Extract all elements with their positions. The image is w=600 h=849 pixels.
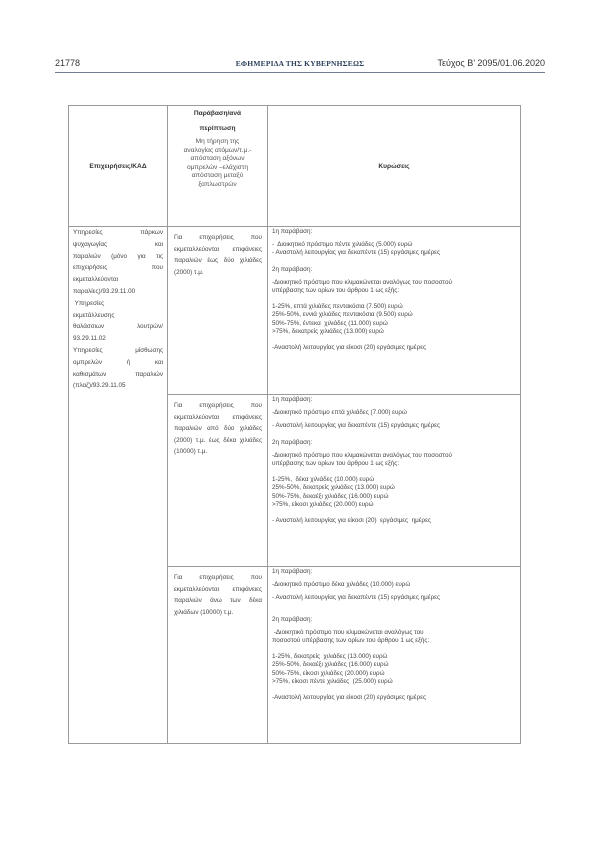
business-line: Υπηρεσίες πάρκων — [73, 229, 163, 236]
business-line: καθισμάτων παραλιών — [73, 370, 163, 378]
business-line: παραλίες)/93.29.11.00 — [73, 287, 136, 295]
page-number: 21778 — [55, 58, 81, 68]
desc-line: αναλογίας ατόμων/τ.μ.- — [183, 146, 252, 154]
desc-line: απόσταση μεταξύ — [191, 172, 244, 180]
header-violation-desc — [168, 138, 267, 190]
issue-reference: Τεύχος Β’ 2095/01.06.2020 — [437, 58, 545, 68]
header-violation-title-1: Παράβαση/ανά — [193, 110, 242, 117]
second-fine-intro: ποσοστού υπέρβασης των ορίων του άρθρου 1 ως εξής: — [272, 637, 430, 645]
fine-tier: 50%-75%, είκοσι χιλιάδες (20.000) ευρώ — [272, 669, 385, 677]
businesses-cell — [69, 227, 168, 744]
second-fine-intro: υπέρβασης των ορίων του άρθρου 1 ως εξής: — [272, 460, 400, 468]
business-line: Υπηρεσίες μίσθωσης — [73, 346, 163, 354]
fine-tier: >75%, είκοσι πέντε χιλιάδες (25.000) ευρώ — [272, 677, 393, 685]
second-fine-intro: -Διοικητικό πρόστιμο που κλιμακώνεται αναλόγως του ποσοστού — [272, 451, 452, 459]
sanctions-table — [68, 105, 521, 744]
business-line: ψυχαγωγίας και — [73, 240, 163, 248]
second-suspension: - Αναστολή λειτουργίας για είκοσι (20) εργάσιμες ημέρες — [272, 517, 431, 525]
first-fine: -Διοικητικό πρόστιμο επτά χιλιάδες (7.000) ευρώ — [272, 409, 407, 417]
business-line: Υπηρεσίες — [73, 299, 105, 307]
second-fine-intro: υπέρβασης των ορίων του άρθρου 1 ως εξής: — [272, 287, 400, 295]
violation-case-cell: Για επιχειρήσεις που εκμεταλλεύονται επιφάνειες παραλιών από δύο χιλιάδες (2000) τ.μ. έως δέκα χιλιάδες (10000) τ.μ. — [168, 395, 268, 567]
second-suspension: -Αναστολή λειτουργίας για είκοσι (20) εργάσιμες ημέρες — [272, 694, 427, 702]
header-violation — [168, 106, 268, 227]
header-violation-title-2: περίπτωση — [199, 125, 236, 132]
table-header-row — [69, 106, 521, 227]
fine-tier: 50%-75%, δεκαέξι χιλιάδες (16.000) ευρώ — [272, 492, 389, 500]
first-fine: - Διοικητικό πρόστιμο πέντε χιλιάδες (5.000) ευρώ — [272, 241, 413, 249]
fine-tier: 50%-75%, έντεκα χιλιάδες (11.000) ευρώ — [272, 319, 388, 327]
business-line: επιχειρήσεις που — [73, 264, 163, 272]
fine-tier: >75%, είκοσι χιλιάδες (20.000) ευρώ — [272, 500, 374, 508]
business-line: ομπρελών ή και — [73, 358, 163, 366]
fine-tier: 25%-50%, εννιά χιλιάδες πεντακόσια (9.500) ευρώ — [272, 311, 413, 319]
sanctions-cell — [268, 227, 521, 395]
second-violation-label: 2η παράβαση: — [272, 615, 313, 623]
business-line: παραλιών (μόνο για τις — [73, 252, 163, 260]
second-suspension: -Αναστολή λειτουργίας για είκοσι (20) εργάσιμες ημέρες — [272, 344, 427, 352]
business-line: (πλαζ)/93.29.11.05 — [73, 382, 126, 390]
header-sanctions: Κυρώσεις — [268, 106, 521, 227]
first-violation-label: 1η παράβαση: — [272, 228, 313, 235]
second-fine-intro: -Διοικητικό πρόστιμο που κλιμακώνεται αναλόγως του ποσοστού — [272, 278, 452, 286]
business-line: εκμετάλλευσης — [73, 311, 115, 319]
business-line: 93.29.11.02 — [73, 335, 106, 343]
desc-line: Μη τήρηση της — [195, 138, 240, 145]
table-row — [69, 227, 521, 395]
first-violation-label: 1η παράβαση: — [272, 568, 313, 575]
first-suspension: - Αναστολή λειτουργίας για δεκαπέντε (15) εργάσιμες ημέρες — [272, 249, 440, 257]
fine-tier: 1-25%, δέκα χιλιάδες (10.000) ευρώ — [272, 476, 375, 484]
page-header — [55, 58, 545, 73]
business-line: θαλάσσιων λουτρών/ — [73, 323, 163, 331]
violation-case-cell: Για επιχειρήσεις που εκμεταλλεύονται επιφάνειες παραλιών άνω των δέκα χιλιάδων (10000) τ.μ. — [168, 567, 268, 744]
desc-line: ομπρελών –ελάχιστη — [186, 163, 249, 171]
business-line: εκμεταλλεύονται — [73, 276, 119, 284]
second-violation-label: 2η παράβαση: — [272, 265, 313, 273]
fine-tier: 1-25%, επτά χιλιάδες πεντακόσια (7.500) ευρώ — [272, 303, 403, 311]
fine-tier: 1-25%, δεκατρείς χιλιάδες (13.000) ευρώ — [272, 653, 388, 661]
violation-case-cell: Για επιχειρήσεις που εκμεταλλεύονται επιφάνειες παραλιών έως δύο χιλιάδες (2000) τ.μ. — [168, 227, 268, 395]
fine-tier: >75%, δεκατρείς χιλιάδες (13.000) ευρώ — [272, 327, 384, 335]
first-violation-label: 1η παράβαση: — [272, 396, 313, 403]
second-violation-label: 2η παράβαση: — [272, 438, 313, 446]
first-fine: -Διοικητικό πρόστιμο δέκα χιλιάδες (10.000) ευρώ — [272, 581, 411, 589]
second-fine-intro: -Διοικητικό πρόστιμο που κλιμακώνεται αναλόγως του — [272, 628, 424, 636]
sanctions-cell — [268, 567, 521, 744]
fine-tier: 25%-50%, δεκαέξι χιλιάδες (16.000) ευρώ — [272, 661, 389, 669]
fine-tier: 25%-50%, δεκατρείς χιλιάδες (13.000) ευρώ — [272, 484, 395, 492]
sanctions-cell — [268, 395, 521, 567]
desc-line: ξαπλωστρών — [198, 180, 237, 188]
desc-line: απόσταση αξόνων — [190, 155, 245, 163]
first-suspension: - Αναστολή λειτουργίας για δεκαπέντε (15) εργάσιμες ημέρες — [272, 594, 440, 602]
header-businesses: Επιχειρήσεις/ΚΑΔ — [69, 106, 168, 227]
first-suspension: - Αναστολή λειτουργίας για δεκαπέντε (15) εργάσιμες ημέρες — [272, 422, 440, 430]
gazette-title: ΕΦΗΜΕΡΙΔΑ ΤΗΣ ΚΥΒΕΡΝΗΣΕΩΣ — [235, 59, 365, 68]
